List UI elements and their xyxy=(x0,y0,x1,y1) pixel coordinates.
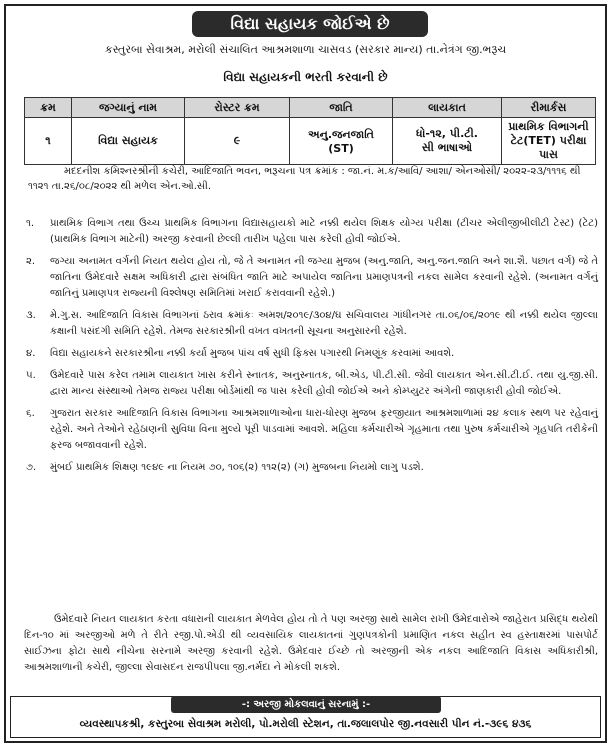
list-item xyxy=(16,308,598,340)
list-item xyxy=(16,346,598,362)
item-text: મે.ગુ.સ. આદિજાતિ વિકાસ વિભાગનાં ઠરાવ ક્રમાંકઃ અમશ/૨૦૧૯/૩૦૪/ઘ સચિવાલય ગાંધીનગર તા.૦૬/૦૬/૨૦૧૯ થી નક્કી થયેલ જીલ્લા કક્ષાની પસંદગી સમિતિ રહેશે. તેમજ સરકારશ્રીની વખત વખતની સૂચના અનુસારની રહેશે. xyxy=(50,310,598,337)
cell-remarks xyxy=(502,118,596,165)
item-text: પ્રાથમિક વિભાગ તથા ઉચ્ચ પ્રાથમિક વિભાગના વિદ્યાસહાયકો માટે નક્કી થયેલ શિક્ષક યોગ્ય પરીક્ષા (ટીચર એલીજીબીલીટી ટેસ્ટ) (ટેટ) (પ્રાથમિક વિભાગ માટેની) અરજી કરવાની છેલ્લી તારીખ પહેલા પાસ કરેલી હોવી જોઈએ. xyxy=(50,218,598,245)
address-box xyxy=(10,696,601,738)
banner-title: વિદ્યા સહાયક જોઈએ છે xyxy=(192,11,428,37)
cell-sr: ૧ xyxy=(25,118,72,165)
subtitle: વિદ્યા સહાયકની ભરતી કરવાની છે xyxy=(223,70,388,84)
conditions-list xyxy=(16,216,598,482)
cell-roster: ૯ xyxy=(185,118,290,165)
item-text: વિદ્યા સહાયકને સરકારશ્રીના નક્કી કર્યા મુજબ પાંચ વર્ષ સુધી ફિક્સ પગારથી નિમણૂંક કરવામાં આવશે. xyxy=(50,348,455,359)
header-sr: ક્રમ xyxy=(25,98,72,118)
remarks-line1: પ્રાથમિક વિભાગની xyxy=(508,120,589,133)
header-qualification: લાયકાત xyxy=(393,98,502,118)
advertisement-page xyxy=(4,4,607,743)
item-text: ઉમેદવારે પાસ કરેલ તમામ લાયકાત ખાસ કરીને સ્નાતક, અનુસ્નાતક, બી.એડ, પી.ટી.સી. જેવી લાયકાત એન.સી.ટી.ઈ. તથા યુ.જી.સી. દ્વારા માન્ય સંસ્થાઓ તેમજ રાજ્ય પરીક્ષા બોર્ડમાંથી જ પાસ કરેલી હોવી જોઈએ અને કોમ્પ્યુટર અંગેની જાણકારી હોવી જોઈએ. xyxy=(50,370,598,397)
cell-qualification xyxy=(393,118,502,165)
header-post: જગ્યાનું નામ xyxy=(72,98,185,118)
organization-line: કસ્તુરબા સેવાશ્રમ, મરોલી સંચાલિત આશ્રમશાળા ચાસવડ (સરકાર માન્ય) તા.નેત્રંગ જી.ભરૂચ xyxy=(104,43,507,56)
header-caste: જાતિ xyxy=(290,98,393,118)
list-item xyxy=(16,406,598,454)
table-row xyxy=(25,118,596,165)
cell-post: વિદ્યા સહાયક xyxy=(72,118,185,165)
item-number: ૭. xyxy=(26,462,37,473)
list-item xyxy=(16,368,598,400)
closing-paragraph: ઉમેદવારે નિયત લાયકાત કરતા વધારાની લાયકાત મેળવેલ હોય તો તે પણ અરજી સાથે સામેલ રાખી ઉમેદવારોએ જાહેરાત પ્રસિદ્ધ થયેથી દિન-૧૦ માં અરજીઓ મળે તે રીતે રજી.પો.એડી થી વ્યવસાયિક લાયકાતનાં ગુણપત્રકોની પ્રમાણિત નકલ સહીત સ્વ હસ્તાક્ષરમાં પાસપોર્ટ સાઈઝના ફોટા સાથે નીચેના સરનામે અરજી કરવાની રહેશે. ઉમેદવાર ઈચ્છે તો અરજીની એક નકલ આદિજાતિ વિકાસ અધિકારીશ્રી, આશ્રમશાળાની કચેરી, જીલ્લા સેવાસદન રાજપીપલા જી.નર્મદા ને મોકલી શકશે. xyxy=(24,614,598,673)
item-number: ૧. xyxy=(26,218,35,229)
header-remarks: રીમાર્કસ xyxy=(502,98,596,118)
item-number: ૬. xyxy=(26,408,35,419)
roster-table xyxy=(24,97,596,165)
cell-caste xyxy=(290,118,393,165)
qualification-line2: સી ભાષાઓ xyxy=(421,141,473,154)
qualification-line1: ધો-૧૨, પી.ટી. xyxy=(416,127,478,140)
remarks-line2: ટેટ(TET) પરીક્ષા પાસ xyxy=(510,134,587,161)
item-number: ૪. xyxy=(26,348,36,359)
table-header-row xyxy=(25,98,596,118)
caste-line2: (ST) xyxy=(328,141,354,155)
intro-paragraph: મદદનીશ કમિશ્નરશ્રીની કચેરી, આદિજાતિ ભવન, ભરૂચના પત્ર ક્રમાંક : જા.નં. મ.ક/આવિ/ આશા/ એનઓસી/ ૨૦૨૨-૨૩/૧૧૧૬ થી ૧૧૨૧ તા.૨૬/૦૮/૨૦૨૨ થી મળેલ એન.ઓ.સી. xyxy=(28,166,581,192)
list-item xyxy=(16,216,598,248)
list-item xyxy=(16,460,598,476)
address-text: વ્યવસ્થાપકશ્રી, કસ્તુરબા સેવાશ્રમ મરોલી, પો.મરોલી સ્ટેશન, તા.જલાલપોર જી.નવસારી પીન નં.-૩૯૬ ૪૩૬ xyxy=(79,718,532,730)
item-number: ૩. xyxy=(26,310,36,321)
list-item xyxy=(16,254,598,302)
item-text: જગ્યા અનામત વર્ગની નિયત થયેલ હોય તો, જે તે અનામત ની જગ્યા મુજબ (અનુ.જાતિ, અનુ.જન.જાતિ અને શા.શૈ. પછાત વર્ગ) જે તે જાતિના ઉમેદવારે સક્ષમ અધિકારી દ્વારા સંબંધિત જાતિ માટે અપાયેલ જાતિના પ્રમાણપત્રની નકલ સામેલ કરવાની રહેશે. (અનામત વર્ગનું જાતિનું પ્રમાણપત્ર રાજ્યની વિશ્લેષણ સમિતિમાં ખરાઈ કરાવવાની રહેશે.) xyxy=(50,256,598,299)
header-roster: રોસ્ટર ક્રમ xyxy=(185,98,290,118)
item-text: મુંબઈ પ્રાથમિક શિક્ષણ ૧૯૪૯ ના નિયમ ૭૦, ૧૦૬(૨) ૧૧૨(૨) (ગ) મુજબના નિયમો લાગુ પડશે. xyxy=(50,462,424,473)
address-heading: -: અરજી મોકલવાનું સરનામું :- xyxy=(171,696,441,713)
item-number: ૫. xyxy=(26,370,36,381)
item-text: ગુજરાત સરકાર આદિજાતિ વિકાસ વિભાગના આશ્રમશાળાઓના ધારા-ધોરણ મુજબ ફરજીયાત આશ્રમશાળામાં ૨૪ કલાક સ્થળ પર રહેવાનું રહેશે. અને તેઓને રહેઠાણની સુવિધા વિના મુલ્યે પૂરી પાડવામાં આવશે. મહિલા કર્મચારીએ ગૃહમાતા તથા પુરુષ કર્મચારીએ ગૃહપતિ તરીકેની ફરજ બજાવવાની રહેશે. xyxy=(50,408,598,451)
caste-line1: અનુ.જનજાતિ xyxy=(308,127,374,141)
item-number: ૨. xyxy=(26,256,36,267)
